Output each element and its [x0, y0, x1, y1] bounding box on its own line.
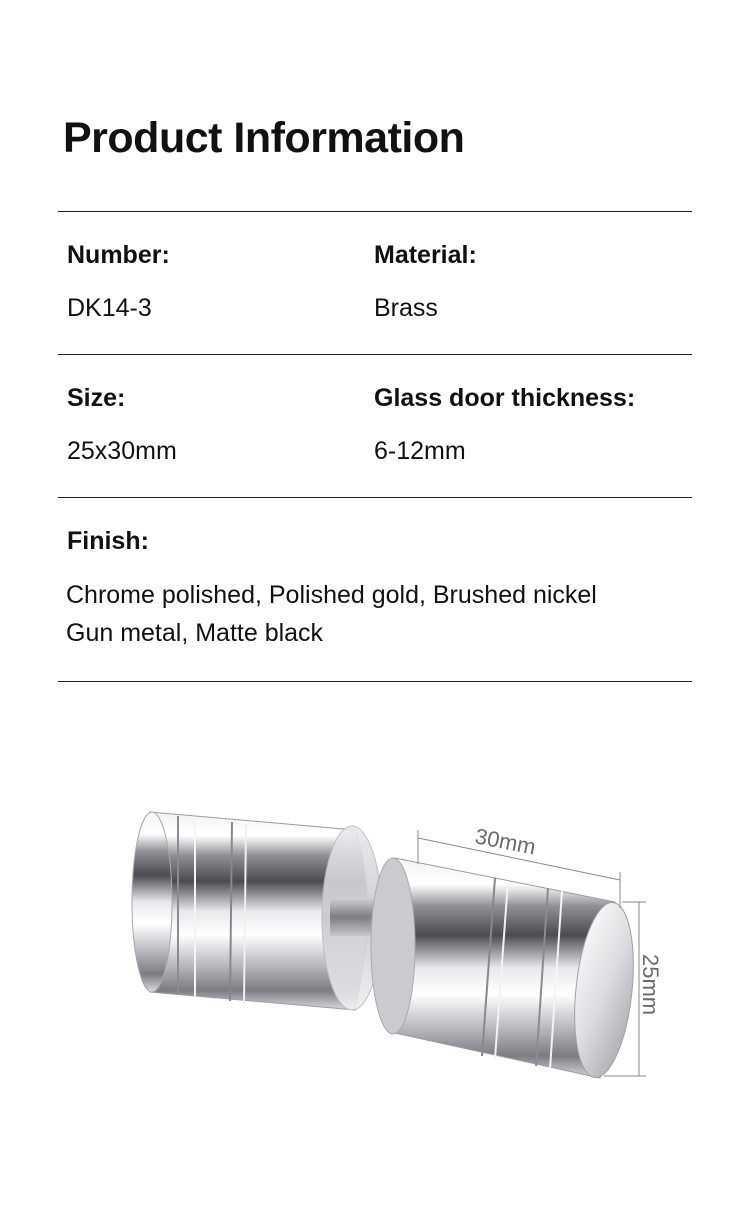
- finish-line: Chrome polished, Polished gold, Brushed nickel: [66, 581, 597, 609]
- divider: [58, 681, 692, 682]
- divider: [58, 497, 692, 498]
- glass-thickness-value: 6-12mm: [374, 437, 466, 465]
- finish-line: Gun metal, Matte black: [66, 619, 324, 647]
- length-label: 30mm: [473, 823, 538, 860]
- finish-label: Finish:: [67, 527, 149, 555]
- material-value: Brass: [374, 294, 438, 322]
- divider: [58, 211, 692, 212]
- page-title: Product Information: [63, 114, 465, 162]
- number-label: Number:: [67, 241, 170, 269]
- size-label: Size:: [67, 384, 126, 412]
- size-value: 25x30mm: [67, 437, 177, 465]
- divider: [58, 354, 692, 355]
- number-value: DK14-3: [67, 294, 152, 322]
- diameter-label: 25mm: [638, 954, 663, 1016]
- finish-value: [66, 576, 597, 652]
- product-image: [0, 760, 750, 1120]
- glass-thickness-label: Glass door thickness:: [374, 384, 636, 412]
- right-knob: [371, 858, 641, 1080]
- material-label: Material:: [374, 241, 477, 269]
